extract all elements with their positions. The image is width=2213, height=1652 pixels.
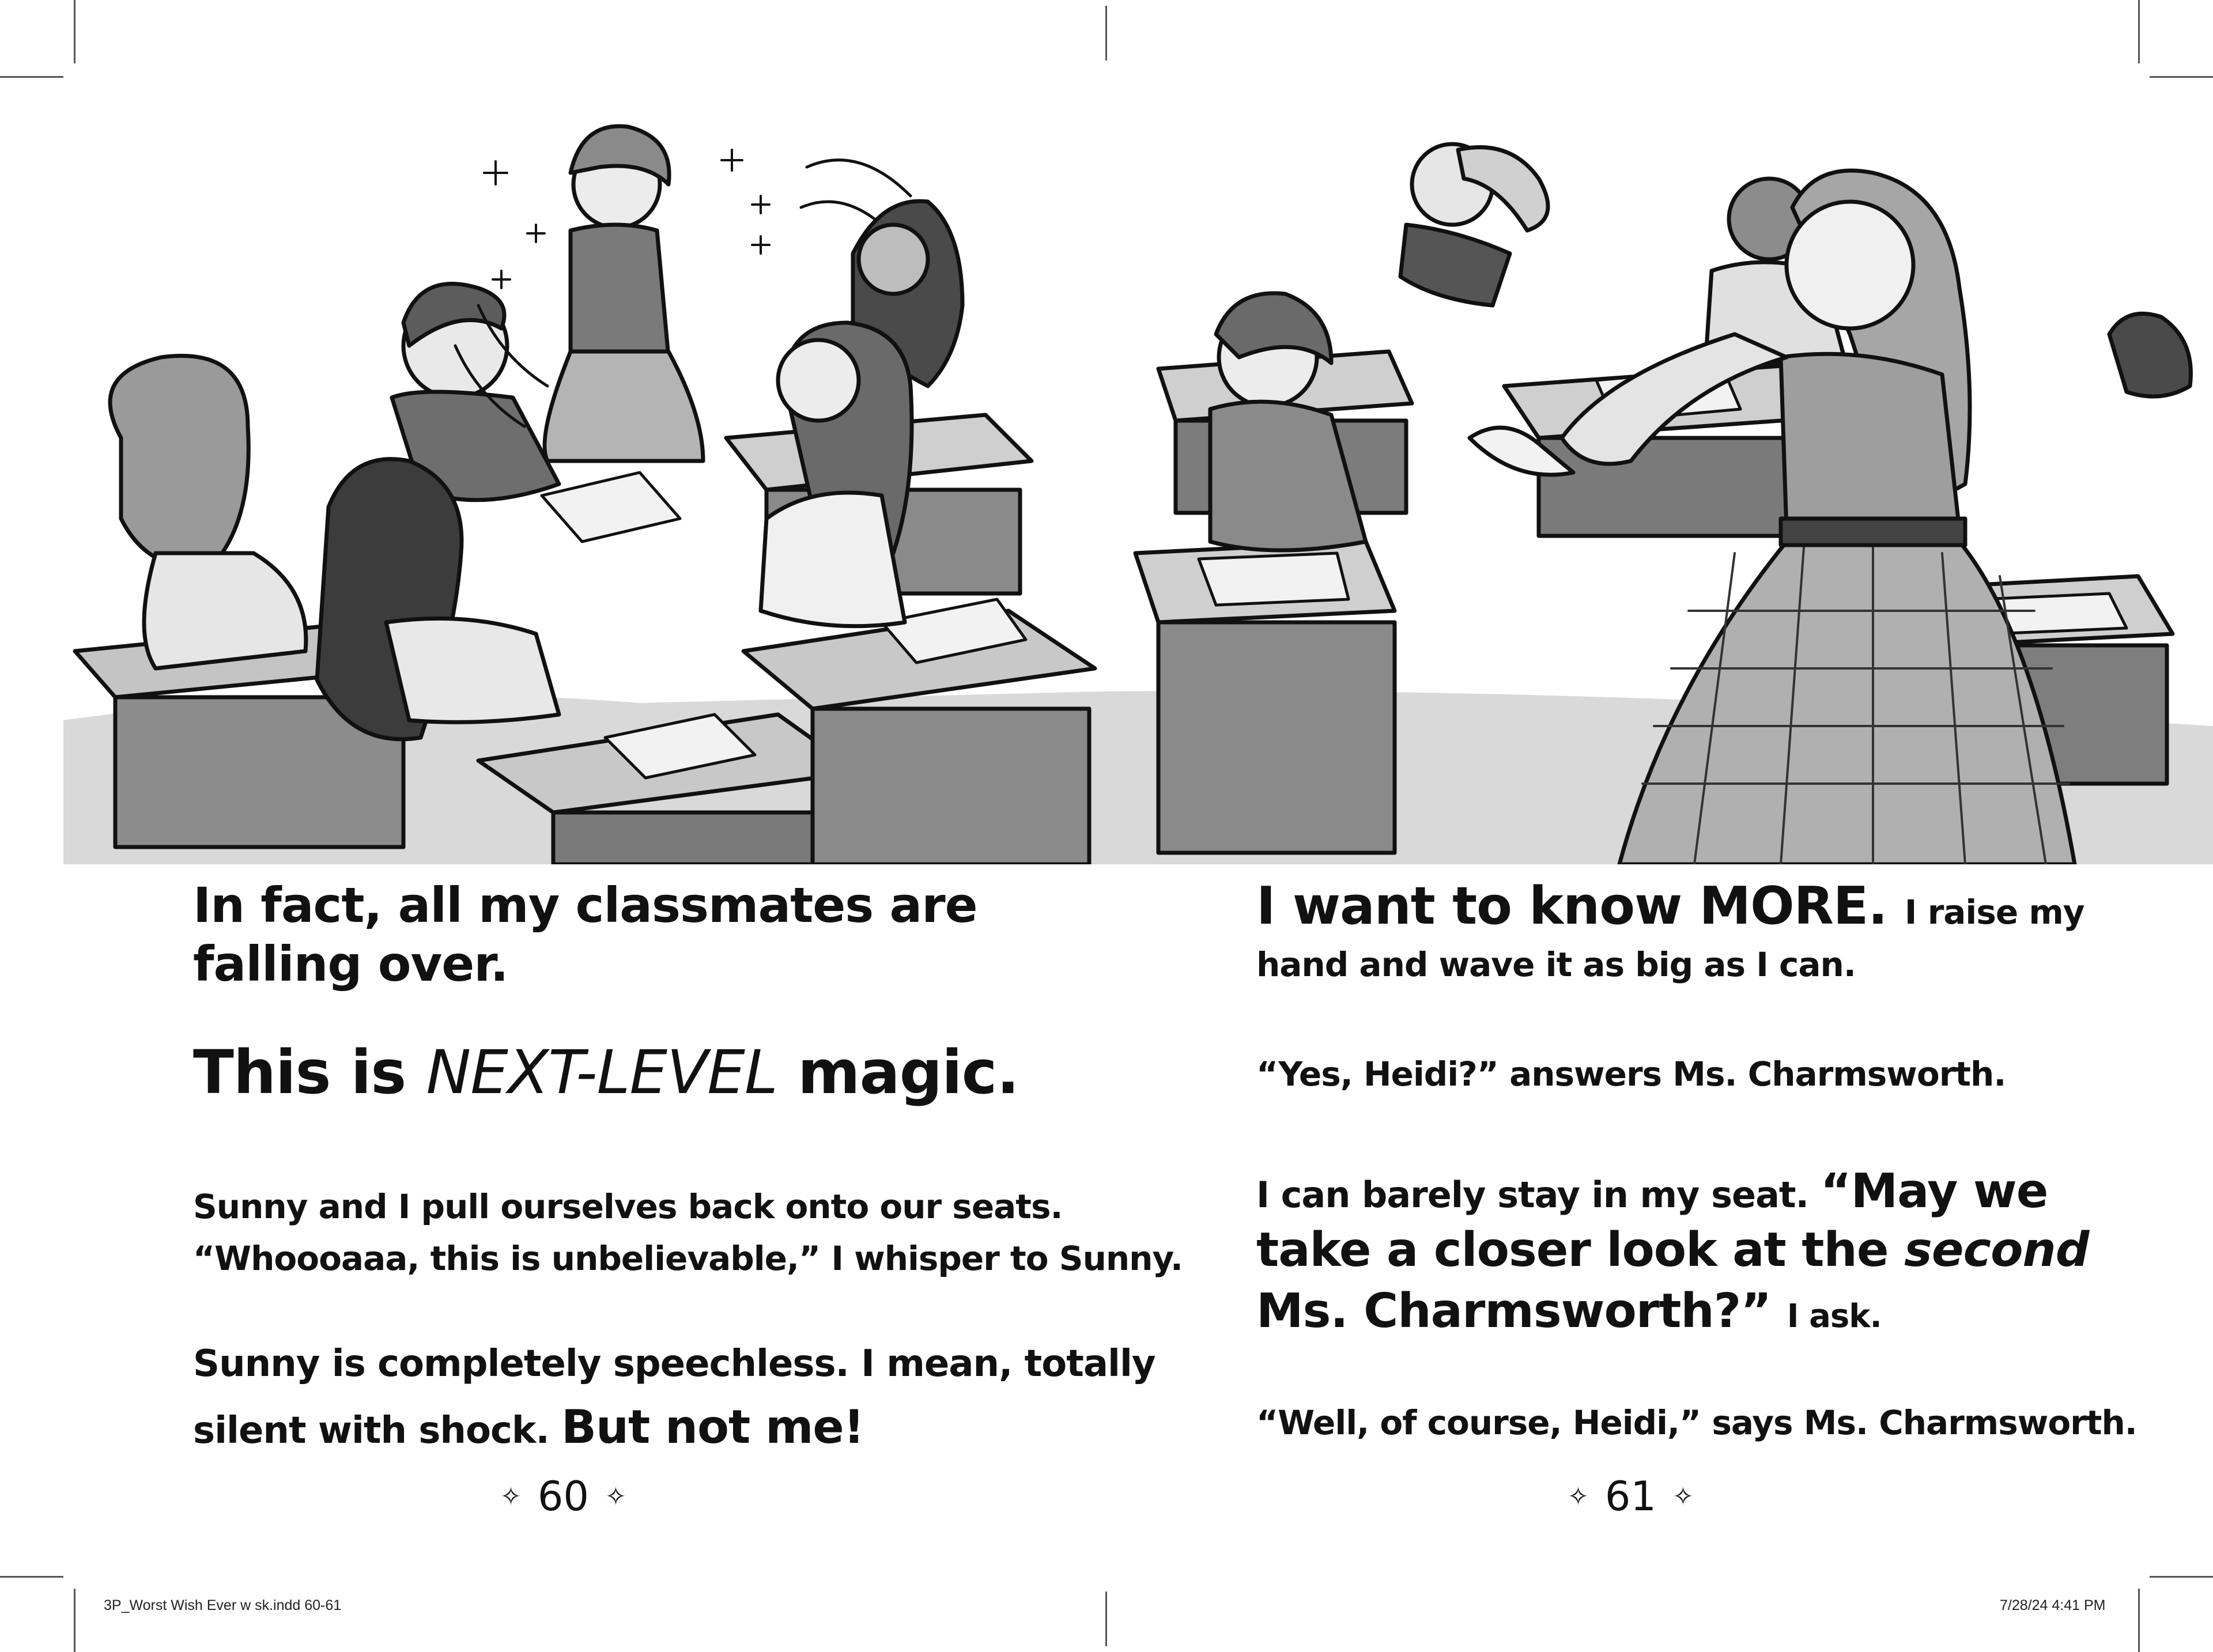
left-paragraph-1-line-1: Sunny and I pull ourselves back onto our seats. xyxy=(193,1187,1063,1226)
headline-emphasis: NEXT-LEVEL xyxy=(426,1037,777,1107)
slug-filename: 3P_Worst Wish Ever w sk.indd 60-61 xyxy=(104,1597,342,1613)
right-paragraph-line-3 xyxy=(1256,1284,1882,1339)
crop-mark xyxy=(1105,6,1107,61)
right-line-1 xyxy=(1256,876,2084,936)
folio-ornament-icon: ✧ xyxy=(605,1481,626,1511)
page-number-right xyxy=(1568,1473,1694,1520)
right-paragraph-line-1 xyxy=(1256,1164,2048,1219)
crop-mark xyxy=(2150,76,2213,78)
right-paragraph-line-2 xyxy=(1256,1223,2089,1277)
right-line-1-large: I want to know MORE. xyxy=(1256,876,1905,936)
folio-ornament-icon: ✧ xyxy=(1568,1481,1589,1511)
crop-mark xyxy=(2150,1576,2213,1578)
crop-mark xyxy=(74,0,75,63)
folio-ornament-icon: ✧ xyxy=(1672,1481,1694,1511)
para-line3-small: I ask. xyxy=(1787,1298,1882,1335)
para-line3-large: Ms. Charmsworth?” xyxy=(1256,1284,1787,1339)
para2-line2-plain: silent with shock. xyxy=(193,1409,562,1452)
para-line1-small: I can barely stay in my seat. xyxy=(1256,1174,1821,1216)
left-line-1: In fact, all my classmates are xyxy=(193,877,977,933)
para-line1-large: “May we xyxy=(1820,1164,2048,1219)
crop-mark xyxy=(74,1589,75,1652)
para2-line2-large: But not me! xyxy=(561,1400,864,1454)
page-number-61: 61 xyxy=(1604,1473,1656,1520)
left-line-2: falling over. xyxy=(193,936,508,992)
page-number-left xyxy=(500,1473,626,1520)
para-line2-emphasis: second xyxy=(1904,1223,2089,1277)
crop-mark xyxy=(1105,1591,1107,1646)
crop-mark xyxy=(2138,1589,2140,1652)
para-line2-plain: take a closer look at the xyxy=(1256,1223,1905,1277)
left-paragraph-2-line-2 xyxy=(193,1400,864,1454)
right-line-2: hand and wave it as big as I can. xyxy=(1256,945,1856,984)
left-paragraph-2-line-1: Sunny is completely speechless. I mean, totally xyxy=(193,1343,1155,1385)
crop-mark xyxy=(0,1576,63,1578)
right-line-1-small: I raise my xyxy=(1904,893,2084,932)
left-paragraph-1-line-2: “Whoooaaa, this is unbelievable,” I whisper to Sunny. xyxy=(193,1239,1183,1278)
headline-post: magic. xyxy=(777,1037,1019,1107)
crop-mark xyxy=(0,76,63,78)
folio-ornament-icon: ✧ xyxy=(500,1481,522,1511)
classroom-illustration xyxy=(63,115,2213,864)
classroom-illustration-svg xyxy=(63,115,2213,864)
page-number-60: 60 xyxy=(537,1473,589,1520)
crop-mark xyxy=(2138,0,2140,63)
right-quote-1: “Yes, Heidi?” answers Ms. Charmsworth. xyxy=(1256,1054,2006,1094)
left-headline xyxy=(193,1037,1019,1107)
slug-date: 7/28/24 4:41 PM xyxy=(2000,1597,2106,1613)
headline-pre: This is xyxy=(193,1037,426,1107)
right-quote-2: “Well, of course, Heidi,” says Ms. Charmsworth. xyxy=(1256,1403,2137,1442)
